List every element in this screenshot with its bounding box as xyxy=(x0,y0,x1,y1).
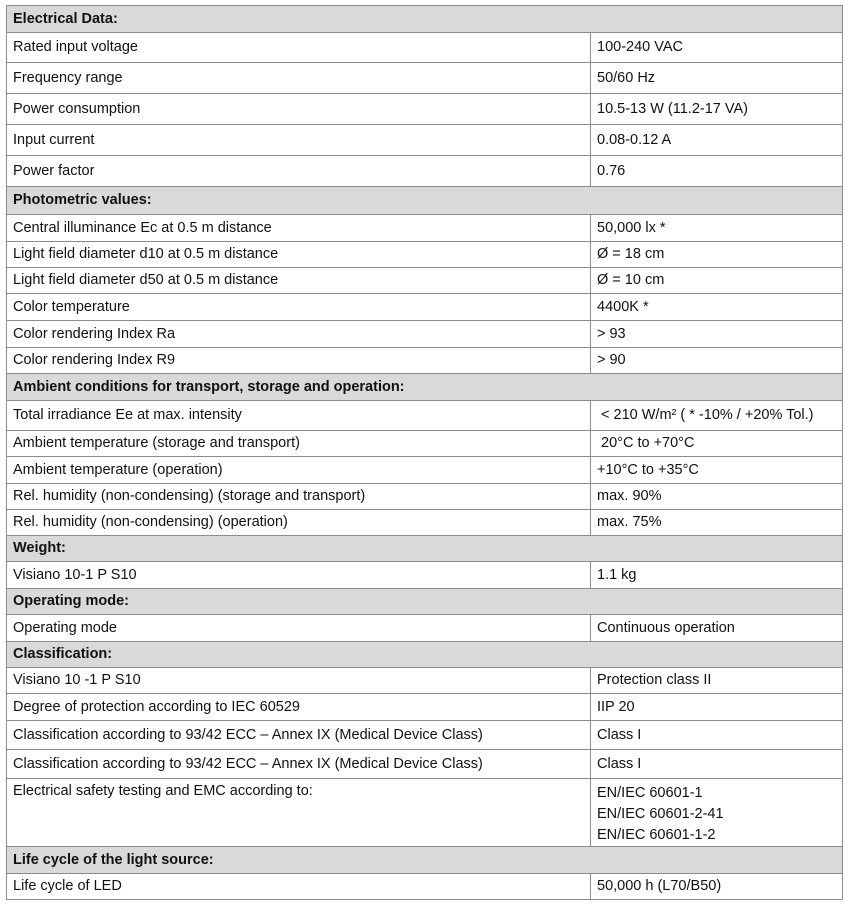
row-value: max. 75% xyxy=(591,510,843,536)
row-label: Color temperature xyxy=(7,294,591,321)
section-header-ambient xyxy=(7,374,843,401)
row-value: > 93 xyxy=(591,321,843,348)
table-row xyxy=(7,562,843,589)
row-label: Power factor xyxy=(7,156,591,187)
row-value: 50/60 Hz xyxy=(591,63,843,94)
row-label: Input current xyxy=(7,125,591,156)
row-value: IIP 20 xyxy=(591,694,843,721)
row-value: 1.1 kg xyxy=(591,562,843,589)
section-header-life-cycle xyxy=(7,847,843,874)
section-header-classification xyxy=(7,642,843,668)
row-value: Protection class II xyxy=(591,668,843,694)
table-row xyxy=(7,348,843,374)
row-label: Visiano 10-1 P S10 xyxy=(7,562,591,589)
row-value: +10°C to +35°C xyxy=(591,457,843,484)
row-label: Rel. humidity (non-condensing) (storage and transport) xyxy=(7,484,591,510)
row-value-list xyxy=(591,779,843,847)
table-row xyxy=(7,294,843,321)
row-label: Ambient temperature (operation) xyxy=(7,457,591,484)
section-title: Ambient conditions for transport, storage and operation: xyxy=(7,374,843,401)
section-title: Weight: xyxy=(7,536,843,562)
table-row xyxy=(7,401,843,431)
row-label: Light field diameter d10 at 0.5 m distance xyxy=(7,242,591,268)
table-row xyxy=(7,510,843,536)
table-row xyxy=(7,694,843,721)
row-value: 100-240 VAC xyxy=(591,33,843,63)
row-label: Visiano 10 -1 P S10 xyxy=(7,668,591,694)
row-label: Classification according to 93/42 ECC – Annex IX (Medical Device Class) xyxy=(7,750,591,779)
row-label: Color rendering Index R9 xyxy=(7,348,591,374)
section-title: Operating mode: xyxy=(7,589,843,615)
row-label: Central illuminance Ec at 0.5 m distance xyxy=(7,215,591,242)
row-label: Ambient temperature (storage and transport) xyxy=(7,431,591,457)
section-title: Photometric values: xyxy=(7,187,843,215)
row-label: Light field diameter d50 at 0.5 m distance xyxy=(7,268,591,294)
table-row xyxy=(7,94,843,125)
row-value: 20°C to +70°C xyxy=(591,431,843,457)
section-title: Electrical Data: xyxy=(7,6,843,33)
table-row xyxy=(7,268,843,294)
table-row xyxy=(7,125,843,156)
row-value: < 210 W/m² ( * -10% / +20% Tol.) xyxy=(591,401,843,431)
table-row xyxy=(7,874,843,900)
row-value: 50,000 lx * xyxy=(591,215,843,242)
table-row xyxy=(7,750,843,779)
section-header-weight xyxy=(7,536,843,562)
table-row xyxy=(7,484,843,510)
table-row xyxy=(7,33,843,63)
table-row xyxy=(7,457,843,484)
row-label: Degree of protection according to IEC 60529 xyxy=(7,694,591,721)
row-label: Frequency range xyxy=(7,63,591,94)
section-header-electrical xyxy=(7,6,843,33)
table-row xyxy=(7,156,843,187)
table-row xyxy=(7,242,843,268)
standard-item: EN/IEC 60601-2-41 xyxy=(597,806,724,822)
row-value: 0.08-0.12 A xyxy=(591,125,843,156)
row-value: 10.5-13 W (11.2-17 VA) xyxy=(591,94,843,125)
row-label: Rel. humidity (non-condensing) (operation) xyxy=(7,510,591,536)
section-header-operating-mode xyxy=(7,589,843,615)
row-value: Ø = 10 cm xyxy=(591,268,843,294)
row-label: Total irradiance Ee at max. intensity xyxy=(7,401,591,431)
row-label: Life cycle of LED xyxy=(7,874,591,900)
row-value: 4400K * xyxy=(591,294,843,321)
spec-table xyxy=(6,5,843,900)
table-row xyxy=(7,615,843,642)
row-value: max. 90% xyxy=(591,484,843,510)
standard-item: EN/IEC 60601-1 xyxy=(597,785,703,801)
row-label: Rated input voltage xyxy=(7,33,591,63)
standard-item: EN/IEC 60601-1-2 xyxy=(597,827,716,843)
row-value: Class I xyxy=(591,721,843,750)
section-header-photometric xyxy=(7,187,843,215)
row-label: Electrical safety testing and EMC according to: xyxy=(7,779,591,847)
table-row xyxy=(7,431,843,457)
row-value: 50,000 h (L70/B50) xyxy=(591,874,843,900)
table-row-electrical-safety xyxy=(7,779,843,847)
row-label: Classification according to 93/42 ECC – Annex IX (Medical Device Class) xyxy=(7,721,591,750)
row-label: Operating mode xyxy=(7,615,591,642)
table-row xyxy=(7,321,843,348)
table-row xyxy=(7,668,843,694)
row-label: Color rendering Index Ra xyxy=(7,321,591,348)
section-title: Classification: xyxy=(7,642,843,668)
table-row xyxy=(7,721,843,750)
row-value: 0.76 xyxy=(591,156,843,187)
section-title: Life cycle of the light source: xyxy=(7,847,843,874)
table-row xyxy=(7,63,843,94)
row-value: Ø = 18 cm xyxy=(591,242,843,268)
row-label: Power consumption xyxy=(7,94,591,125)
row-value: Continuous operation xyxy=(591,615,843,642)
table-row xyxy=(7,215,843,242)
row-value: > 90 xyxy=(591,348,843,374)
row-value: Class I xyxy=(591,750,843,779)
